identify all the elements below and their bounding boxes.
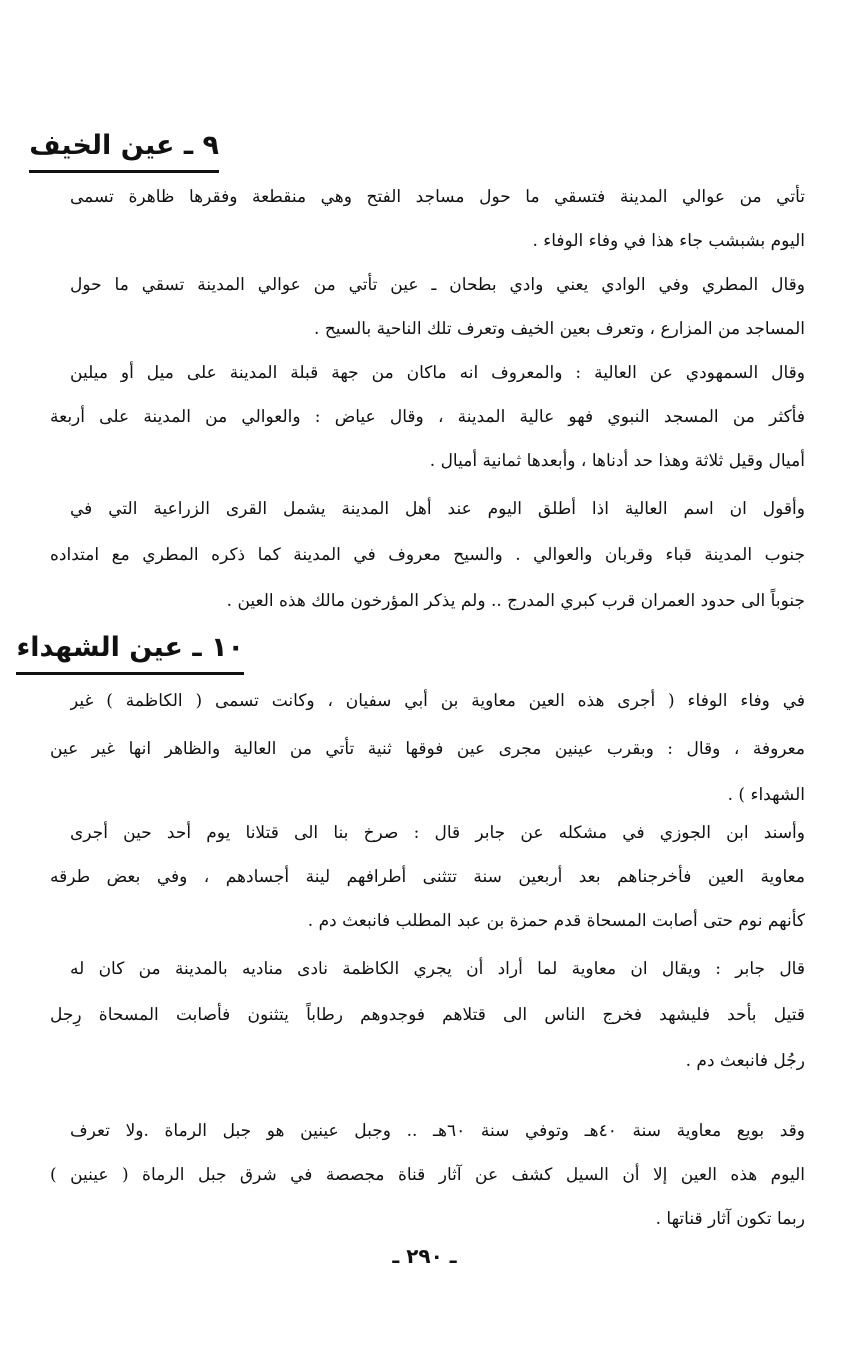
text-line: جنوب المدينة قباء وقربان والعوالي . والسيح معروف في المدينة كما ذكره المطري مع امتداده [50, 545, 805, 565]
text-line: وقال المطري وفي الوادي يعني وادي بطحان ـ عين تأتي من عوالي المدينة تسقي ما حول [70, 275, 805, 295]
text-line: معاوية العين فأخرجناهم بعد أربعين سنة تتثنى أطرافهم لينة أجسادهم ، وفي بعض طرقه [50, 867, 805, 887]
section-heading-9: ٩ ـ عين الخيف [29, 126, 219, 173]
text-line: أميال وقيل ثلاثة وهذا حد أدناها ، وأبعدها ثمانية أميال . [429, 451, 805, 471]
text-line: معروفة ، وقال : وبقرب عينين مجرى عين فوقها ثنية تأتي من العالية والظاهر انها غير عين [50, 739, 805, 759]
text-line: المساجد من المزارع ، وتعرف بعين الخيف وتعرف تلك الناحية بالسيح . [314, 319, 805, 339]
text-line: تأتي من عوالي المدينة فتسقي ما حول مساجد الفتح وهي منقطعة وفقرها ظاهرة تسمى [70, 187, 805, 207]
text-line: فأكثر من المسجد النبوي فهو عالية المدينة ، وقال عياض : والعوالي من المدينة على أربعة [50, 407, 805, 427]
text-line: جنوباً الى حدود العمران قرب كبري المدرج .. ولم يذكر المؤرخون مالك هذه العين . [226, 591, 805, 611]
page-number: ـ ٢٩٠ ـ [392, 1244, 457, 1268]
text-line: ربما تكون آثار قناتها . [655, 1209, 805, 1229]
text-line: كأنهم نوم حتى أصابت المسحاة قدم حمزة بن عبد المطلب فانبعث دم . [307, 911, 805, 931]
section-heading-10: ١٠ ـ عين الشهداء [16, 628, 244, 675]
text-line: في وفاء الوفاء ( أجرى هذه العين معاوية بن أبي سفيان ، وكانت تسمى ( الكاظمة ) غير [70, 691, 805, 711]
text-line: قتيل بأحد فليشهد فخرج الناس الى قتلاهم فوجدوهم رطاباً يتثنون فأصابت المسحاة رِجل [50, 1005, 805, 1025]
text-line: رجُل فانبعث دم . [685, 1051, 805, 1071]
text-line: وأقول ان اسم العالية اذا أطلق اليوم عند أهل المدينة يشمل القرى الزراعية التي في [70, 499, 805, 519]
text-line: وقد بويع معاوية سنة ٤٠هـ وتوفي سنة ٦٠هـ .. وجبل عينين هو جبل الرماة .ولا تعرف [70, 1121, 805, 1141]
text-line: وأسند ابن الجوزي في مشكله عن جابر قال : صرخ بنا الى قتلانا يوم أحد حين أجرى [70, 823, 805, 843]
text-line: اليوم هذه العين إلا أن السيل كشف عن آثار قناة مجصصة في شرق جبل الرماة ( عينين ) [50, 1165, 805, 1185]
text-line: قال جابر : ويقال ان معاوية لما أراد أن يجري الكاظمة نادى مناديه بالمدينة من كان له [70, 959, 805, 979]
text-line: وقال السمهودي عن العالية : والمعروف انه ماكان من جهة قبلة المدينة على ميل أو ميلين [70, 363, 805, 383]
text-line: الشهداء ) . [727, 785, 805, 805]
text-line: اليوم بشبشب جاء هذا في وفاء الوفاء . [532, 231, 805, 251]
